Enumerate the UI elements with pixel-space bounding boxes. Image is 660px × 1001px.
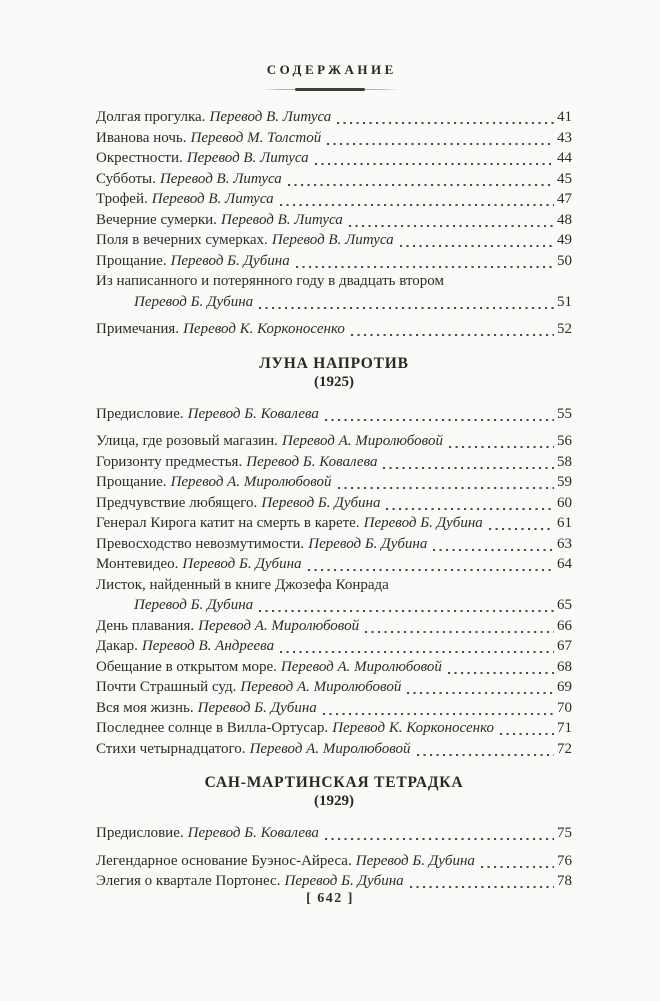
toc-entry (96, 575, 572, 616)
toc-entry (96, 189, 572, 210)
entry-translator-line (96, 292, 572, 313)
folio-page-number: [ 642 ] (306, 891, 354, 906)
entry-translator: Перевод В. Литуса (271, 232, 394, 248)
entry-title-text: Вечерние сумерки. (96, 211, 217, 228)
toc-entry (96, 472, 572, 493)
header-divider-ornament (261, 88, 399, 91)
entry-page-number: 47 (557, 191, 572, 207)
entry-title (96, 431, 443, 452)
entry-translator: Перевод Б. Дубина (363, 515, 483, 531)
dot-leader (351, 334, 554, 336)
toc-entry (96, 851, 572, 872)
dot-leader (383, 467, 554, 469)
toc-entry (96, 513, 572, 534)
dot-leader (337, 122, 554, 124)
entry-title-text: Улица, где розовый магазин. (96, 433, 278, 449)
entry-title-text: День плавания. (96, 617, 195, 634)
dot-leader (386, 508, 554, 510)
toc-entry (96, 210, 572, 231)
entry-page-number: 60 (557, 494, 572, 511)
toc-entry (96, 554, 572, 575)
entry-page-number: 69 (557, 679, 572, 695)
dot-leader (365, 631, 554, 633)
entry-title (96, 404, 319, 425)
entry-title-text: Трофей. (96, 191, 148, 207)
entry-title-text: Прощание. (96, 474, 167, 490)
entry-title-text: Элегия о квартале Портонес. (96, 873, 281, 889)
toc-entry (96, 230, 572, 251)
toc-entry (96, 823, 572, 844)
entry-translator: Перевод Б. Дубина (170, 252, 290, 269)
entry-translator: Перевод К. Корконосенко (183, 321, 345, 337)
entry-page-number: 75 (557, 825, 572, 841)
entry-title-text: Поля в вечерних сумерках. (96, 232, 268, 248)
dot-leader (259, 610, 554, 612)
dot-leader (325, 419, 554, 421)
entry-title (96, 554, 302, 575)
entry-translator: Перевод А. Миролюбовой (280, 658, 442, 675)
dot-leader (327, 143, 554, 145)
entry-title (96, 210, 343, 231)
entry-page-number: 76 (557, 852, 572, 869)
dot-leader (338, 487, 554, 489)
dot-leader (407, 692, 554, 694)
entry-title (96, 169, 282, 190)
entry-title-text: Предисловие. (96, 825, 184, 841)
entry-translator: Перевод Б. Дубина (134, 597, 254, 613)
entry-translator: Перевод А. Миролюбовой (240, 679, 402, 695)
entry-page-number: 43 (557, 129, 572, 146)
entry-page-number: 78 (557, 873, 572, 889)
dot-leader (296, 266, 554, 268)
section-title: САН-МАРТИНСКАЯ ТЕТРАДКА (204, 774, 464, 791)
entry-page-number: 64 (557, 556, 572, 572)
entry-title (96, 493, 380, 514)
toc-entry (96, 616, 572, 637)
entry-title-text: Долгая прогулка. (96, 109, 206, 125)
section-year: (1925) (314, 373, 354, 390)
dot-leader (315, 163, 554, 165)
entry-translator: Перевод К. Корконосенко (332, 720, 495, 736)
entry-translator: Перевод В. Литуса (220, 211, 343, 228)
section-heading (96, 354, 572, 392)
entry-title-text: Генерал Кирога катит на смерть в карете. (96, 515, 360, 531)
toc-entry (96, 107, 572, 128)
entry-translator: Перевод Б. Ковалева (246, 453, 378, 470)
dot-leader (448, 672, 554, 674)
entry-title-text: Окрестности. (96, 150, 183, 166)
toc-entry (96, 698, 572, 719)
entry-translator: Перевод Б. Дубина (355, 852, 475, 869)
dot-leader (280, 204, 554, 206)
entry-title (96, 616, 359, 637)
entry-page-number: 48 (557, 211, 572, 228)
toc-entry (96, 871, 572, 892)
entry-page-number: 41 (557, 109, 572, 125)
section-entries (96, 823, 572, 892)
entry-translator: Перевод Б. Дубина (261, 494, 381, 511)
entry-page-number: 52 (557, 321, 572, 337)
entry-page-number: 65 (557, 597, 572, 613)
entry-title (96, 657, 442, 678)
entry-translator: Перевод Б. Дубина (182, 556, 302, 572)
section-entries (96, 404, 572, 760)
entry-title (96, 472, 332, 493)
entry-title (96, 698, 317, 719)
entry-title (96, 534, 427, 555)
entry-title-line (96, 271, 572, 292)
entry-translator: Перевод А. Миролюбовой (170, 474, 332, 490)
section-entries (96, 107, 572, 340)
entry-page-number: 51 (557, 293, 572, 310)
entry-title: Листок, найденный в книге Джозефа Конрада (96, 576, 389, 593)
entry-title-text: Горизонту предместья. (96, 453, 243, 470)
toc-entry (96, 251, 572, 272)
entry-title-text: Примечания. (96, 321, 180, 337)
toc-entry (96, 657, 572, 678)
entry-translator: Перевод В. Литуса (151, 191, 274, 207)
dot-leader (308, 569, 554, 571)
entry-title (96, 851, 475, 872)
entry-title (96, 128, 321, 149)
entry-page-number: 70 (557, 699, 572, 716)
entry-title (96, 189, 274, 210)
entry-translator: Перевод Б. Дубина (308, 535, 428, 552)
entry-page-number: 59 (557, 474, 572, 490)
entry-title (96, 739, 411, 760)
entry-title-text: Стихи четырнадцатого. (96, 740, 246, 757)
section-title: ЛУНА НАПРОТИВ (259, 354, 409, 372)
toc-entry (96, 128, 572, 149)
entry-title-text: Последнее солнце в Вилла-Ортусар. (96, 720, 329, 736)
toc-entry (96, 404, 572, 425)
dot-leader (400, 245, 554, 247)
section-year: (1929) (314, 793, 354, 809)
entry-title-text: Легендарное основание Буэнос-Айреса. (96, 852, 352, 869)
entry-title (96, 677, 401, 698)
toc-entry (96, 431, 572, 452)
entry-page-number: 50 (557, 252, 572, 269)
entry-translator: Перевод В. Литуса (186, 150, 309, 166)
dot-leader (349, 225, 554, 227)
entry-page-number: 58 (557, 453, 572, 470)
entry-translator: Перевод В. Литуса (159, 170, 282, 187)
toc-entry (96, 148, 572, 169)
entry-page-number: 63 (557, 535, 572, 552)
dot-leader (449, 446, 554, 448)
entry-title-text: Прощание. (96, 252, 167, 269)
entry-translator: Перевод А. Миролюбовой (198, 617, 360, 634)
entry-page-number: 66 (557, 617, 572, 634)
toc-entry (96, 739, 572, 760)
dot-leader (433, 549, 554, 551)
entry-title (96, 230, 394, 251)
entry-title (96, 319, 345, 340)
entry-title-text: Иванова ночь. (96, 129, 187, 146)
entry-title-line (96, 575, 572, 596)
entry-translator: Перевод А. Миролюбовой (281, 433, 443, 449)
toc-entry (96, 452, 572, 473)
entry-page-number: 72 (557, 740, 572, 757)
entry-title-text: Превосходство невозмутимости. (96, 535, 305, 552)
entry-title (96, 871, 404, 892)
entry-title (96, 718, 494, 739)
dot-leader (417, 754, 554, 756)
dot-leader (410, 886, 554, 888)
entry-title-text: Вся моя жизнь. (96, 699, 194, 716)
dot-leader (280, 651, 554, 653)
entry-title (96, 148, 309, 169)
entry-title (96, 636, 274, 657)
entry-page-number: 56 (557, 433, 572, 449)
entry-translator: Перевод Б. Дубина (284, 873, 404, 889)
entry-page-number: 67 (557, 638, 572, 654)
entry-title (96, 452, 377, 473)
entry-title: Из написанного и потерянного году в двадцать втором (96, 273, 445, 289)
entry-page-number: 44 (557, 150, 572, 166)
toc-entry (96, 319, 572, 340)
entry-title-text: Почти Страшный суд. (96, 679, 237, 695)
toc-entry (96, 636, 572, 657)
entry-page-number: 55 (557, 405, 572, 422)
entry-translator: Перевод Б. Дубина (134, 293, 254, 310)
entry-translator: Перевод М. Толстой (190, 129, 322, 146)
entry-page-number: 61 (557, 515, 572, 531)
entry-title-text: Субботы. (96, 170, 156, 187)
entry-translator: Перевод Б. Дубина (197, 699, 317, 716)
entry-title (96, 513, 483, 534)
dot-leader (259, 307, 554, 309)
entry-page-number: 49 (557, 232, 572, 248)
entry-title-text: Монтевидео. (96, 556, 179, 572)
toc-list (96, 107, 572, 892)
dot-leader (323, 713, 554, 715)
entry-page-number: 71 (557, 720, 572, 736)
toc-entry (96, 493, 572, 514)
entry-translator: Перевод Б. Ковалева (187, 825, 319, 841)
entry-page-number: 45 (557, 170, 572, 187)
dot-leader (489, 528, 554, 530)
entry-translator: Перевод В. Андреева (141, 638, 275, 654)
entry-title-text: Предисловие. (96, 405, 184, 422)
dot-leader (325, 838, 554, 840)
entry-title (96, 823, 319, 844)
toc-entry (96, 718, 572, 739)
entry-translator: Перевод В. Литуса (209, 109, 332, 125)
toc-entry (96, 677, 572, 698)
entry-title-text: Дакар. (96, 638, 138, 654)
entry-title (96, 107, 331, 128)
entry-page-number: 68 (557, 658, 572, 675)
entry-translator: Перевод А. Миролюбовой (249, 740, 411, 757)
section-heading (96, 773, 572, 811)
dot-leader (481, 866, 554, 868)
toc-entry (96, 271, 572, 312)
entry-translator-line (96, 595, 572, 616)
dot-leader (500, 733, 554, 735)
entry-title-text: Обещание в открытом море. (96, 658, 277, 675)
entry-title (96, 251, 290, 272)
page-title: СОДЕРЖАНИЕ (266, 62, 397, 77)
toc-entry (96, 169, 572, 190)
toc-entry (96, 534, 572, 555)
dot-leader (288, 184, 554, 186)
entry-translator: Перевод Б. Ковалева (187, 405, 319, 422)
entry-title-text: Предчувствие любящего. (96, 494, 258, 511)
